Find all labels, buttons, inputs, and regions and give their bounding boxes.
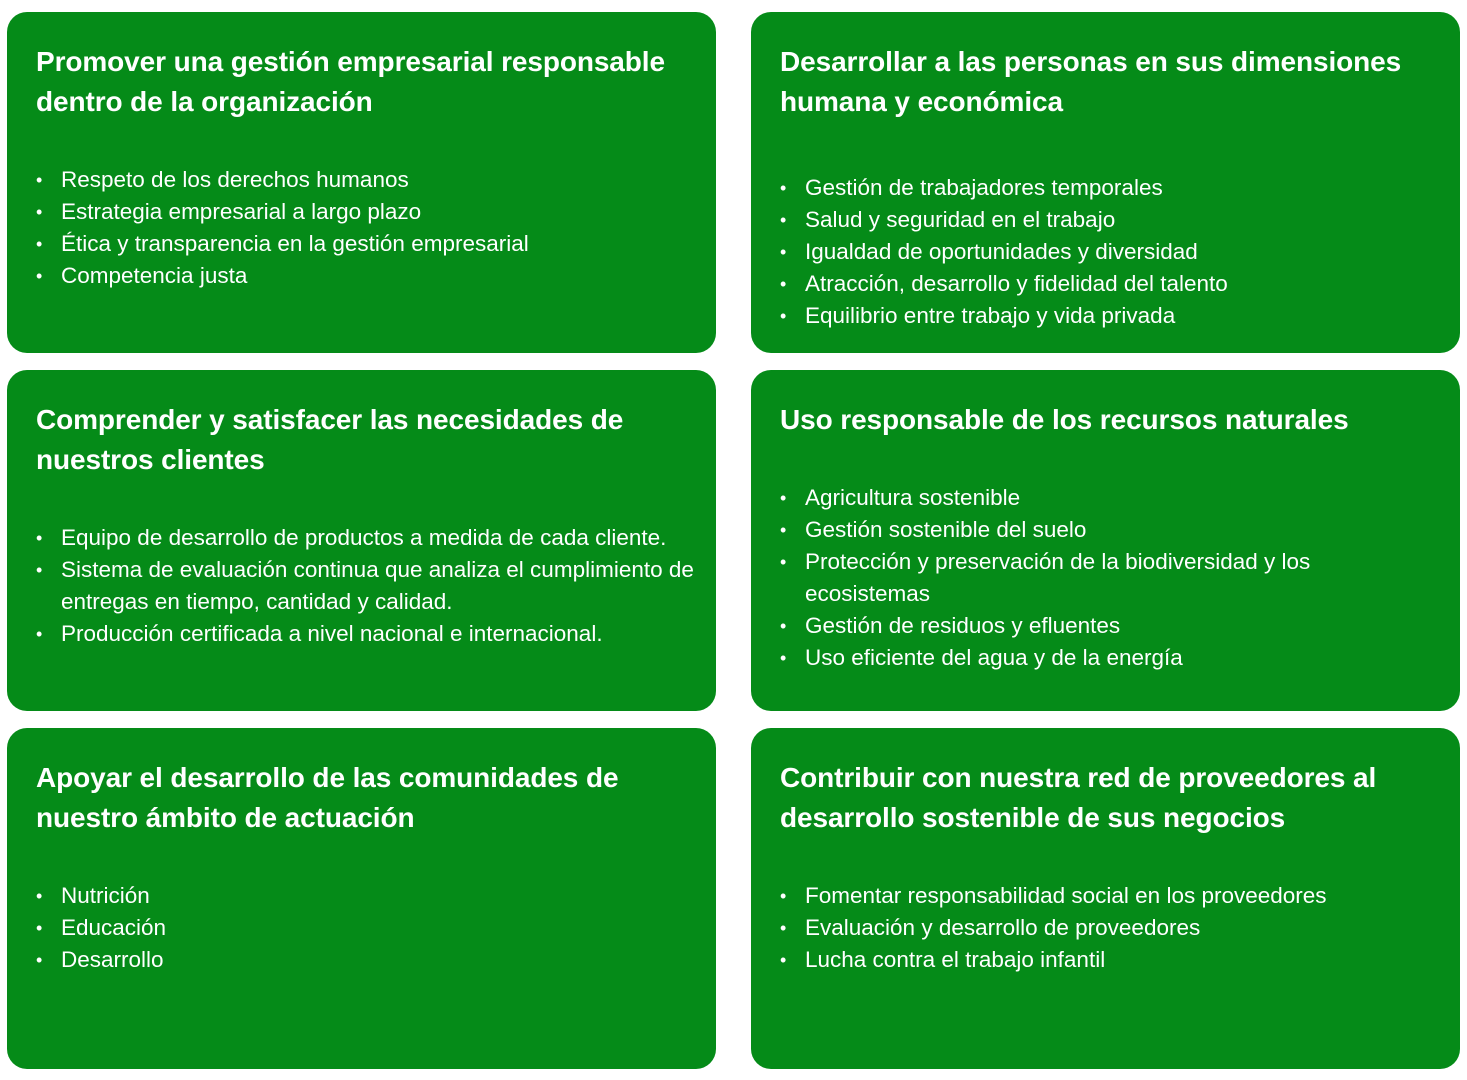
bullet-icon: •	[780, 616, 787, 636]
objective-card	[7, 728, 716, 1069]
list-item	[780, 172, 1440, 204]
list-item	[36, 880, 696, 912]
bullet-icon: •	[780, 886, 787, 906]
list-item-text: Respeto de los derechos humanos	[61, 167, 409, 192]
list-item-text: Atracción, desarrollo y fidelidad del talento	[805, 271, 1228, 296]
bullet-icon: •	[36, 624, 43, 644]
list-item-text: Educación	[61, 915, 167, 940]
list-item	[780, 546, 1440, 610]
list-item-text: Evaluación y desarrollo de proveedores	[805, 915, 1201, 940]
bullet-icon: •	[780, 950, 787, 970]
list-item	[36, 554, 696, 618]
card-title: Promover una gestión empresarial responsable dentro de la organización	[36, 46, 665, 117]
card-title: Desarrollar a las personas en sus dimensiones humana y económica	[780, 46, 1402, 117]
list-item-text: Fomentar responsabilidad social en los proveedores	[805, 883, 1327, 908]
bullet-icon: •	[780, 918, 787, 938]
list-item-text: Salud y seguridad en el trabajo	[805, 207, 1116, 232]
list-item	[780, 880, 1440, 912]
card-title: Contribuir con nuestra red de proveedores al desarrollo sostenible de sus negocios	[780, 762, 1377, 833]
list-item-text: Ética y transparencia en la gestión empresarial	[61, 231, 529, 256]
bullet-icon: •	[36, 202, 43, 222]
list-item-text: Agricultura sostenible	[805, 485, 1021, 510]
objective-card	[751, 728, 1460, 1069]
objective-card	[751, 370, 1460, 711]
list-item-text: Equilibrio entre trabajo y vida privada	[805, 303, 1176, 328]
bullet-icon: •	[36, 266, 43, 286]
list-item-text: Sistema de evaluación continua que analiza el cumplimiento de entregas en tiempo, cantidad y calidad.	[61, 557, 694, 614]
bullet-icon: •	[780, 210, 787, 230]
list-item	[780, 236, 1440, 268]
list-item	[780, 944, 1440, 976]
bullet-icon: •	[780, 178, 787, 198]
list-item-text: Gestión sostenible del suelo	[805, 517, 1087, 542]
list-item	[780, 610, 1440, 642]
list-item	[36, 260, 696, 292]
list-item	[36, 196, 696, 228]
bullet-icon: •	[36, 170, 43, 190]
card-title: Comprender y satisfacer las necesidades de nuestros clientes	[36, 404, 624, 475]
card-item-list	[36, 880, 696, 976]
list-item-text: Igualdad de oportunidades y diversidad	[805, 239, 1198, 264]
bullet-icon: •	[36, 528, 43, 548]
list-item	[36, 522, 696, 554]
card-title: Uso responsable de los recursos naturales	[780, 404, 1349, 435]
list-item	[36, 164, 696, 196]
card-title: Apoyar el desarrollo de las comunidades de nuestro ámbito de actuación	[36, 762, 619, 833]
list-item-text: Uso eficiente del agua y de la energía	[805, 645, 1183, 670]
objective-card	[7, 12, 716, 353]
list-item-text: Protección y preservación de la biodiversidad y los ecosistemas	[805, 549, 1311, 606]
list-item	[780, 514, 1440, 546]
list-item-text: Competencia justa	[61, 263, 248, 288]
list-item	[780, 642, 1440, 674]
card-item-list	[36, 164, 696, 292]
objective-card	[751, 12, 1460, 353]
list-item-text: Gestión de residuos y efluentes	[805, 613, 1121, 638]
list-item	[36, 228, 696, 260]
list-item	[36, 912, 696, 944]
card-item-list	[780, 880, 1440, 976]
bullet-icon: •	[780, 648, 787, 668]
list-item-text: Equipo de desarrollo de productos a medida de cada cliente.	[61, 525, 667, 550]
bullet-icon: •	[780, 274, 787, 294]
bullet-icon: •	[36, 560, 43, 580]
list-item-text: Estrategia empresarial a largo plazo	[61, 199, 422, 224]
bullet-icon: •	[780, 552, 787, 572]
list-item-text: Lucha contra el trabajo infantil	[805, 947, 1106, 972]
list-item-text: Producción certificada a nivel nacional e internacional.	[61, 621, 603, 646]
list-item	[780, 268, 1440, 300]
list-item	[36, 944, 696, 976]
bullet-icon: •	[36, 918, 43, 938]
objective-card	[7, 370, 716, 711]
list-item	[780, 912, 1440, 944]
bullet-icon: •	[780, 488, 787, 508]
list-item	[780, 300, 1440, 332]
list-item	[780, 204, 1440, 236]
list-item-text: Nutrición	[61, 883, 150, 908]
bullet-icon: •	[36, 950, 43, 970]
list-item-text: Desarrollo	[61, 947, 164, 972]
bullet-icon: •	[36, 234, 43, 254]
bullet-icon: •	[780, 242, 787, 262]
list-item	[36, 618, 696, 650]
list-item	[780, 482, 1440, 514]
card-item-list	[780, 482, 1440, 674]
card-item-list	[36, 522, 696, 650]
bullet-icon: •	[780, 520, 787, 540]
list-item-text: Gestión de trabajadores temporales	[805, 175, 1163, 200]
bullet-icon: •	[780, 306, 787, 326]
bullet-icon: •	[36, 886, 43, 906]
card-item-list	[780, 172, 1440, 332]
